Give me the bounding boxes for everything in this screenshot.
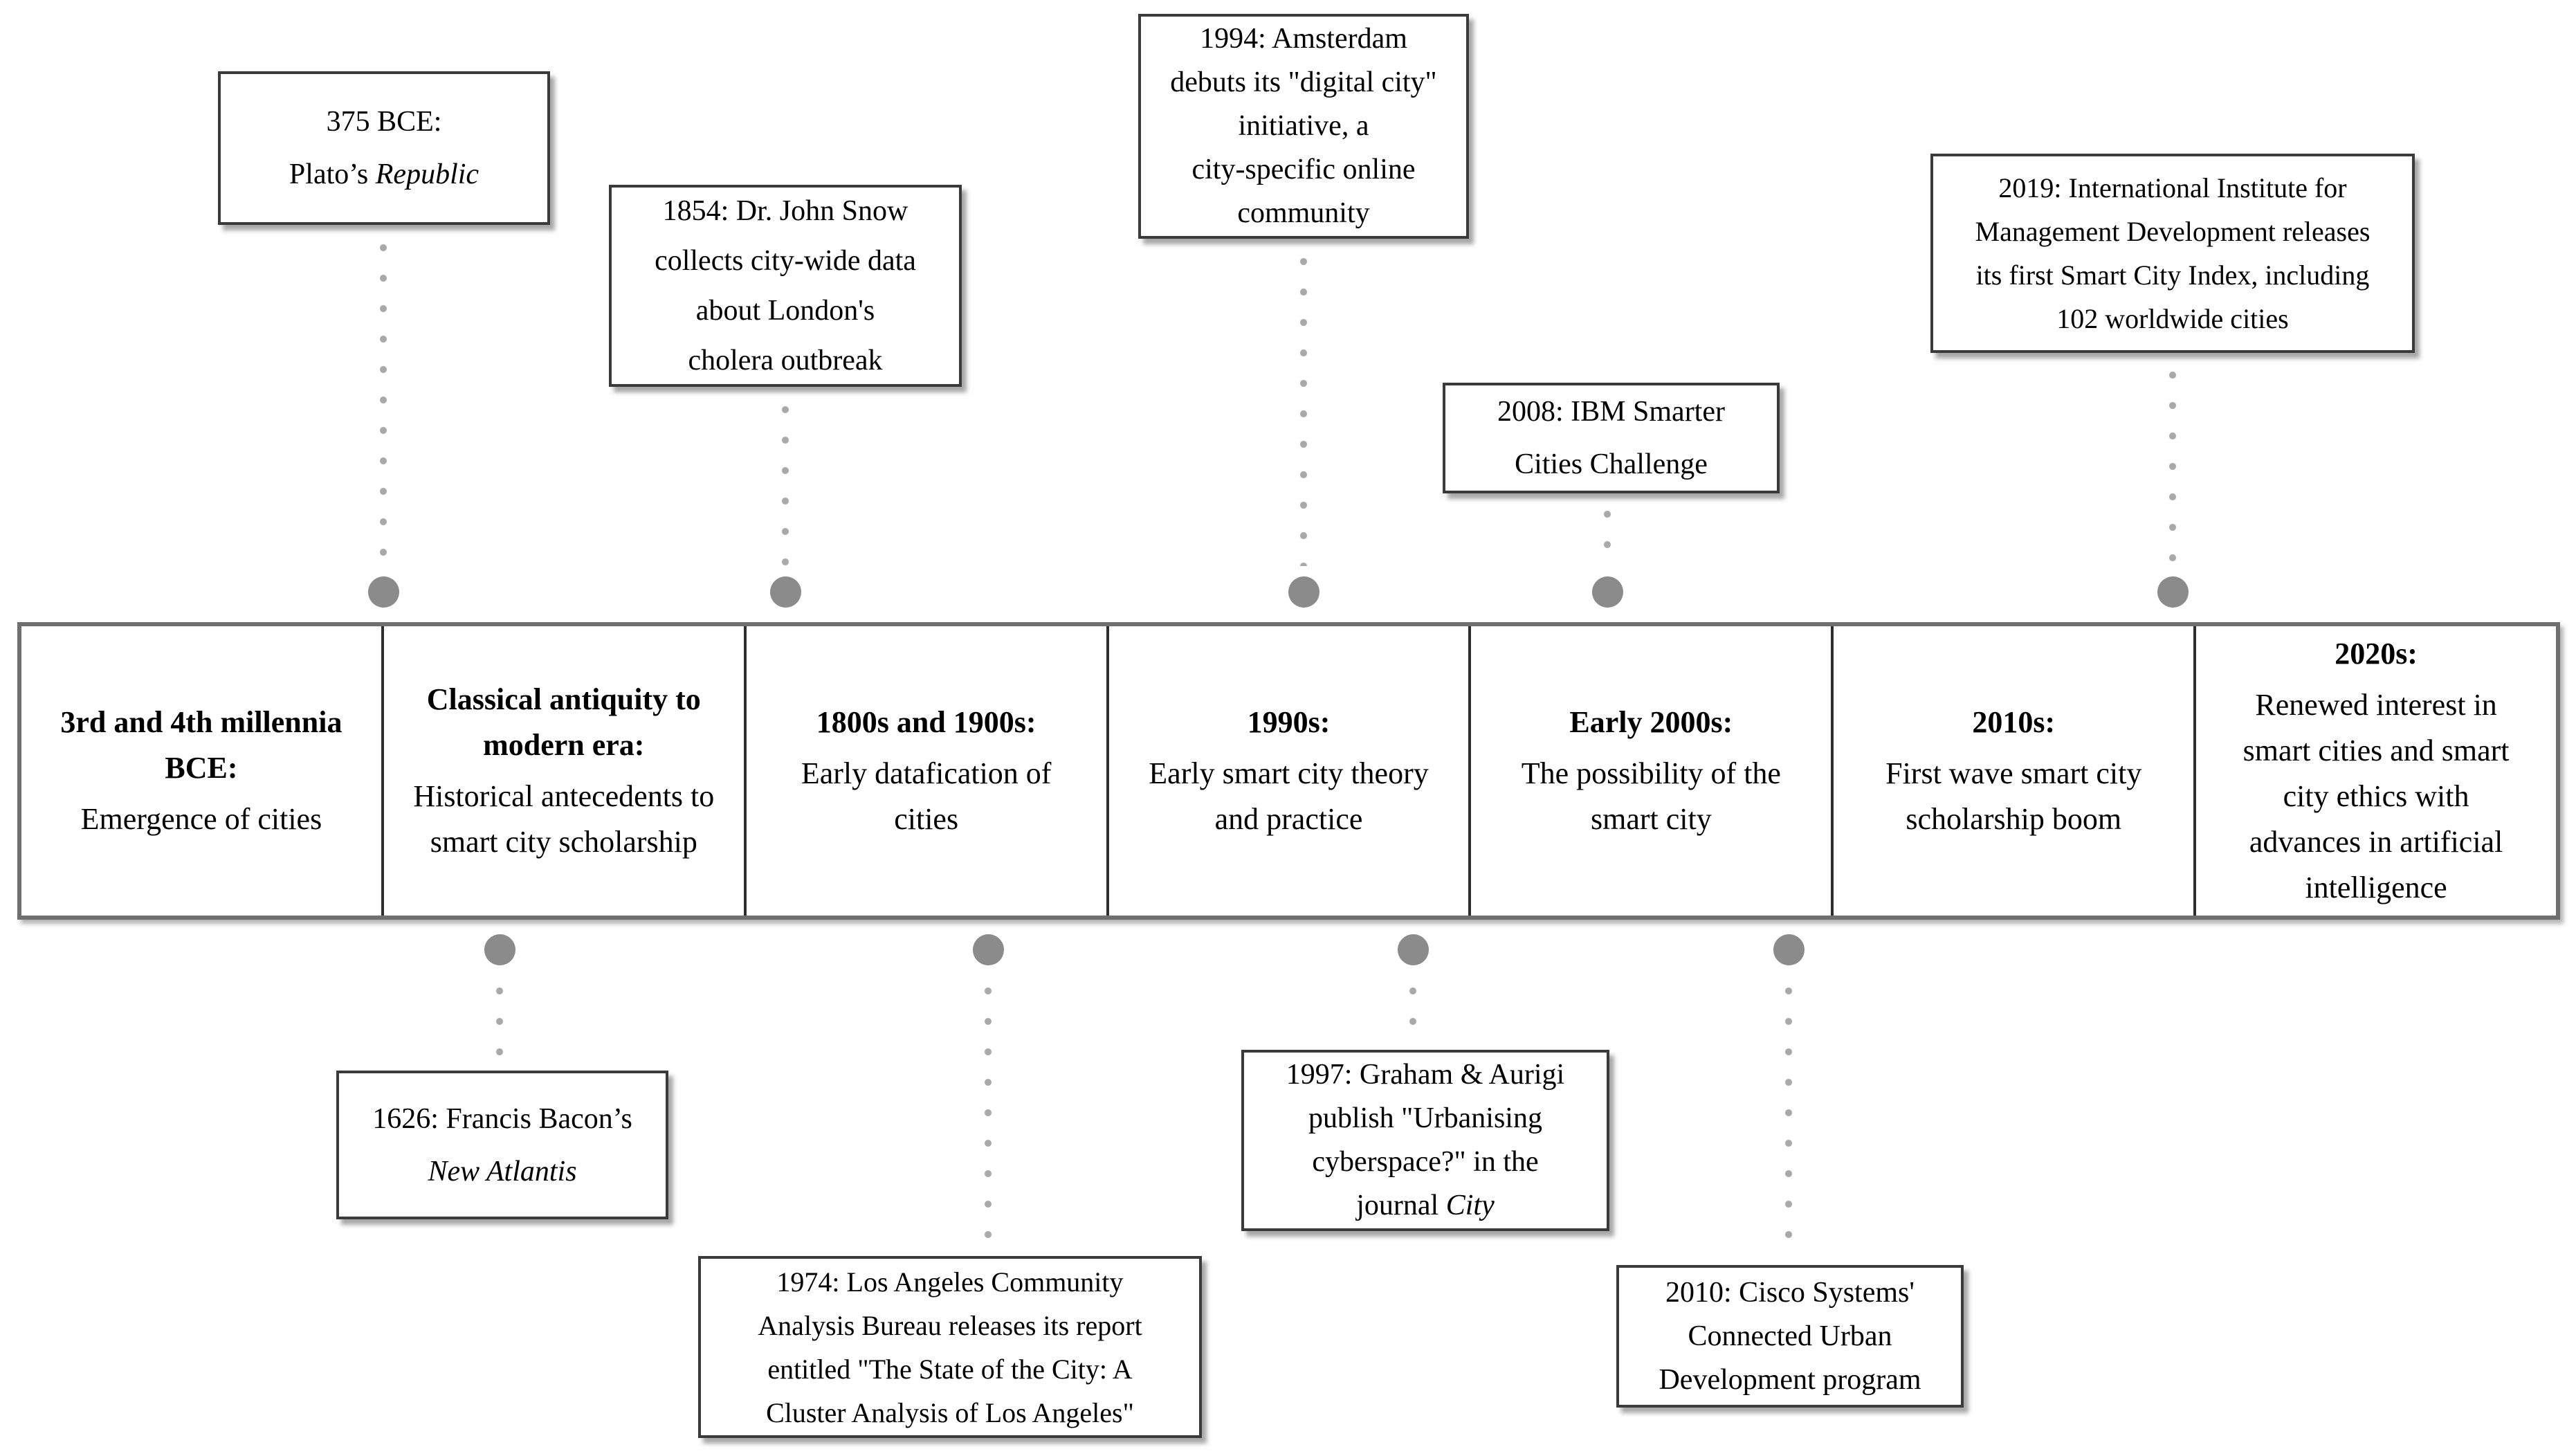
event-box-2019-imd-index (1930, 154, 2415, 353)
era-title: 3rd and 4th millennia BCE: (60, 705, 342, 785)
dotted-connector-375-bce (379, 241, 387, 566)
event-text: 1974: Los Angeles Community Analysis Bureau releases its report entitled "The State of the City: A Cluster Analysis of Los Angeles" (758, 1266, 1142, 1428)
event-box-1626-francis-bacon (336, 1071, 668, 1219)
dotted-connector-1997 (1409, 984, 1417, 1045)
event-text: 1854: Dr. John Snow collects city-wide data about London's cholera outbreak (655, 195, 916, 376)
event-text: 1626: Francis Bacon’s New Atlantis (372, 1102, 632, 1187)
era-cell-millennia-bce (21, 626, 384, 916)
timeline-node-dot-1997 (1398, 934, 1429, 965)
event-box-2008-ibm (1443, 383, 1780, 493)
era-cell-1800s-1900s (747, 626, 1109, 916)
timeline-node-dot-1854 (770, 576, 801, 608)
event-box-1854-john-snow (609, 185, 962, 387)
timeline-node-dot-1626 (484, 934, 515, 965)
dotted-connector-2019 (2168, 368, 2177, 566)
era-cell-2010s (1834, 626, 2196, 916)
event-text: 375 BCE: Plato’s Republic (289, 106, 479, 190)
era-cell-1990s (1109, 626, 1472, 916)
dotted-connector-2010 (1784, 984, 1793, 1259)
era-cell-classical-antiquity (384, 626, 747, 916)
event-box-375-bce (218, 71, 550, 225)
era-description: First wave smart city scholarship boom (1885, 756, 2142, 836)
era-title: 2020s: (2335, 637, 2418, 671)
era-title: Classical antiquity to modern era: (426, 682, 701, 762)
era-description: Emergence of cities (80, 802, 322, 836)
era-description: Early smart city theory and practice (1149, 756, 1429, 836)
era-description: Renewed interest in smart cities and smart city ethics with advances in artificial intelligence (2242, 688, 2510, 904)
event-text: 1994: Amsterdam debuts its "digital city" initiative, a city-specific online community (1170, 23, 1437, 229)
era-cell-early-2000s (1471, 626, 1834, 916)
era-title: 1800s and 1900s: (816, 705, 1036, 739)
event-box-1994-amsterdam (1138, 14, 1469, 239)
dotted-connector-1854 (781, 403, 789, 566)
timeline-node-dot-1994 (1288, 576, 1319, 608)
dotted-connector-1626 (495, 984, 504, 1064)
timeline-node-dot-2008 (1592, 576, 1623, 608)
dotted-connector-2008 (1603, 507, 1611, 571)
event-box-1997-graham-aurigi (1241, 1050, 1609, 1231)
era-title: 2010s: (1972, 705, 2056, 739)
timeline-era-band (17, 622, 2560, 920)
timeline-node-dot-375-bce (368, 576, 399, 608)
event-box-1974-los-angeles (698, 1256, 1202, 1438)
timeline-node-dot-2010 (1773, 934, 1805, 965)
timeline-node-dot-1974 (973, 934, 1004, 965)
dotted-connector-1994 (1299, 255, 1308, 566)
event-text: 2019: International Institute for Management Development releases its first Smart City Index, including 102 worldwide cities (1975, 172, 2371, 334)
era-title: Early 2000s: (1569, 705, 1733, 739)
event-box-2010-cisco (1616, 1265, 1964, 1408)
era-description: Historical antecedents to smart city scholarship (413, 779, 715, 859)
era-title: 1990s: (1247, 705, 1331, 739)
event-text: 2008: IBM Smarter Cities Challenge (1497, 396, 1725, 480)
era-description: Early datafication of cities (801, 756, 1052, 836)
event-text: 1997: Graham & Aurigi publish "Urbanising cyberspace?" in the journal City (1286, 1059, 1565, 1221)
dotted-connector-1974 (984, 984, 992, 1250)
era-cell-2020s (2196, 626, 2556, 916)
timeline-node-dot-2019 (2157, 576, 2189, 608)
era-description: The possibility of the smart city (1521, 756, 1781, 836)
event-text: 2010: Cisco Systems' Connected Urban Development program (1659, 1276, 1921, 1396)
